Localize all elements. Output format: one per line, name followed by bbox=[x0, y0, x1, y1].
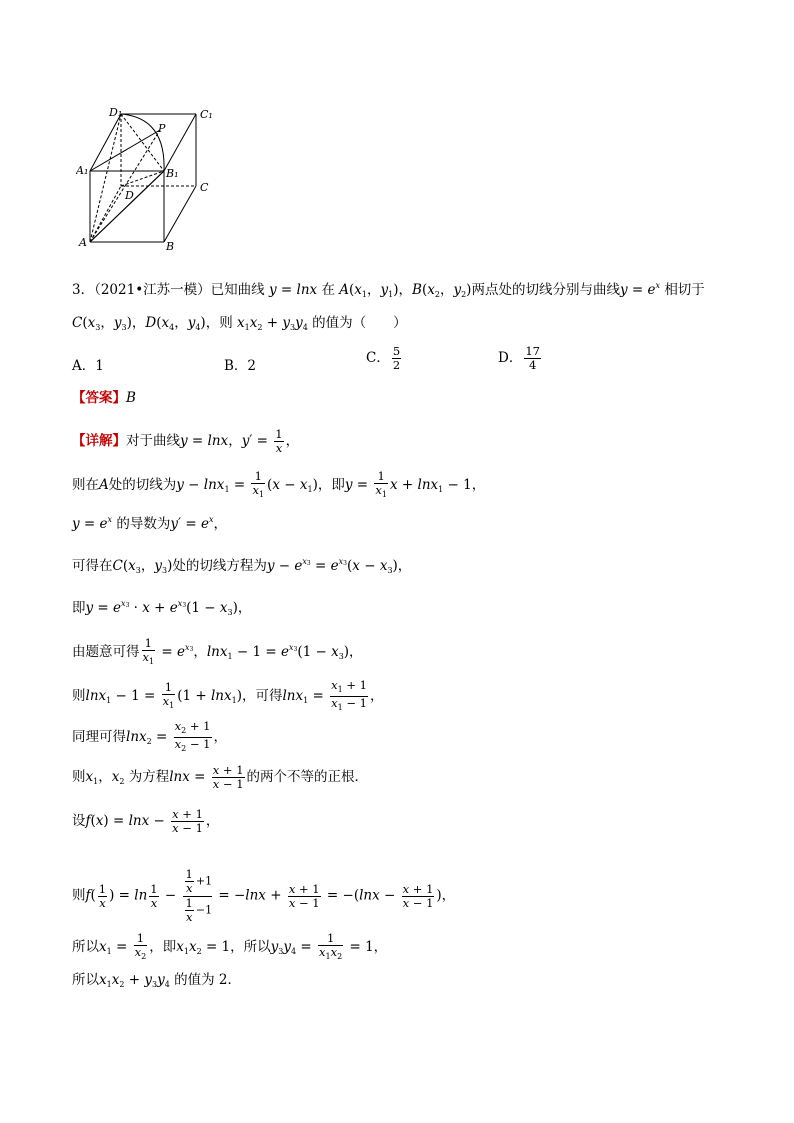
solution-line-11: 则f( $\frac{1}{x}$ ) = ln $\frac{1}{x}$ − $\frac{1}{x}$ +1 $\frac{1}{x}$ −1 = −lnx + $\frac{x + 1}{x - 1}$ = −(lnx − $\frac{x + 1}{x - 1}$ )， bbox=[72, 867, 456, 924]
solution-line-13: 所以$x_1x_2 + y_3y_4$ 的值为 2． bbox=[72, 972, 241, 989]
question-number: 3． bbox=[72, 282, 95, 298]
label-B: B bbox=[166, 240, 175, 253]
solution-line-7: 则lnx$_1$ − 1 = $\frac{1}{x_1}$ (1 + lnx$_1$)，可得lnx$_1$ = $\frac{x_1 + 1}{x_1 - 1}$ ， bbox=[72, 678, 384, 712]
option-d[interactable]: D． $\frac{17}{4}$ bbox=[498, 344, 540, 372]
solution-line-9: 则$x_1$，$x_2$ 为方程lnx = $\frac{x + 1}{x - 1}$ 的两个不等的正根． bbox=[72, 763, 369, 791]
solution-line-12: 所以$x_1$ = $\frac{1}{x_2}$ ，即$x_1x_2 = 1$，所以$y_3y_4$ = $\frac{1}{x_1x_2}$ = 1， bbox=[72, 931, 388, 961]
solution-line-2: 则在A处的切线为y − lnx$_1$ = $\frac{1}{x_1}$ $(x - x_1)$，即y = $\frac{1}{x_1}$ x + lnx$_1$ − 1， bbox=[72, 469, 486, 499]
label-A: A bbox=[79, 236, 87, 249]
solution-line-6: 由题意可得 $\frac{1}{x_1}$ = $e^{x_3}$，$\ln x_1 - 1 = e^{x_3}(1 - x_3)$， bbox=[72, 636, 363, 666]
solution-line-10: 设f(x) = lnx − $\frac{x + 1}{x - 1}$ ， bbox=[72, 807, 220, 835]
label-A1: A₁ bbox=[76, 164, 89, 177]
label-P: P bbox=[158, 122, 166, 135]
label-C1: C₁ bbox=[200, 108, 213, 121]
label-B1: B₁ bbox=[166, 167, 179, 180]
solution-line-5: 即$y = e^{x_3} \cdot x + e^{x_3}(1 - x_3)$， bbox=[72, 599, 252, 617]
label-D: D bbox=[125, 189, 134, 202]
solution-tag: 【详解】 bbox=[72, 433, 126, 449]
label-C: C bbox=[200, 181, 209, 194]
question-line-1: 3．（2021•江苏一模）已知曲线 y = lnx 在 $A(x_1$，$y_1$)，$B(x_2$，$y_2$)两点处的切线分别与曲线$y = e^x$ 相切于 bbox=[72, 281, 705, 299]
label-D1: D₁ bbox=[109, 106, 123, 119]
solution-line-1: 【详解】对于曲线y = lnx，y′ = $\frac{1}{x}$ ， bbox=[72, 427, 300, 455]
cube-figure bbox=[76, 104, 226, 254]
option-c[interactable]: C． $\frac{5}{2}$ bbox=[366, 344, 401, 372]
answer-tag: 【答案】 bbox=[72, 390, 126, 406]
option-b[interactable]: B．2 bbox=[224, 358, 257, 374]
answer-line bbox=[72, 390, 136, 406]
solution-line-4: 可得在$C(x_3$，$y_3$)处的切线方程为$y - e^{x_3} = e^{x_3}(x - x_3)$， bbox=[72, 557, 412, 575]
solution-line-3: $y = e^x$ 的导数为$y' = e^x$， bbox=[72, 515, 227, 532]
solution-line-8: 同理可得lnx$_2$ = $\frac{x_2 + 1}{x_2 - 1}$ ， bbox=[72, 719, 227, 753]
option-a[interactable]: A．1 bbox=[72, 358, 104, 374]
question-source: （2021•江苏一模） bbox=[94, 282, 211, 298]
answer-value: B bbox=[126, 390, 136, 406]
question-line-2: $C(x_3$，$y_3$)，$D(x_4$，$y_4$)，则 $x_1x_2 + y_3y_4$ 的值为（ ） bbox=[72, 315, 407, 332]
